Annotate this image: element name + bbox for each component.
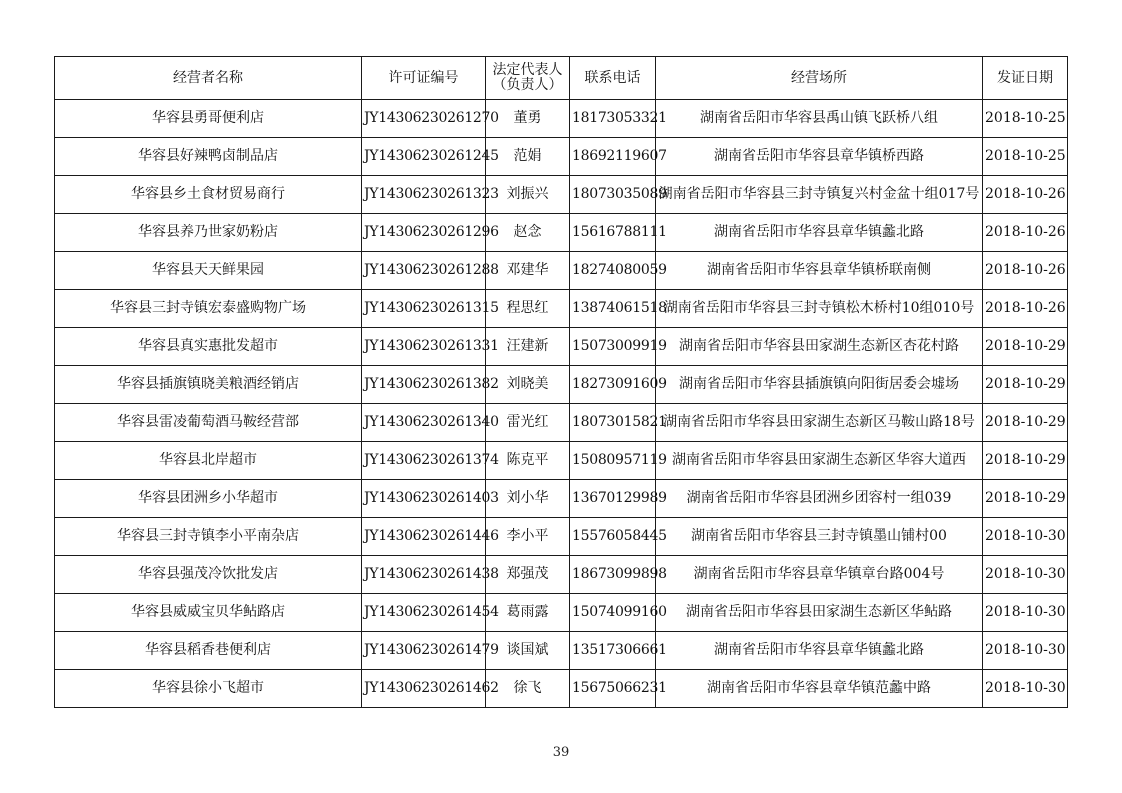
issue-date-cell: 2018-10-30 [983, 518, 1068, 556]
license-number-cell: JY14306230261315 [362, 290, 486, 328]
address-cell: 湖南省岳阳市华容县田家湖生态新区华容大道西 [656, 442, 983, 480]
license-number-cell: JY14306230261288 [362, 252, 486, 290]
table-row [55, 100, 1068, 138]
issue-date-cell: 2018-10-26 [983, 214, 1068, 252]
license-table [54, 56, 1068, 708]
license-number-cell: JY14306230261479 [362, 632, 486, 670]
phone-cell: 18274080059 [570, 252, 656, 290]
issue-date-cell: 2018-10-26 [983, 290, 1068, 328]
operator-name-cell: 华容县三封寺镇宏泰盛购物广场 [55, 290, 362, 328]
phone-cell: 18673099898 [570, 556, 656, 594]
page-number: 39 [552, 745, 570, 760]
license-number-cell: JY14306230261438 [362, 556, 486, 594]
address-cell: 湖南省岳阳市华容县章华镇桥联南侧 [656, 252, 983, 290]
phone-cell: 13874061518 [570, 290, 656, 328]
issue-date-cell: 2018-10-29 [983, 366, 1068, 404]
address-cell: 湖南省岳阳市华容县章华镇蠡北路 [656, 632, 983, 670]
license-number-cell: JY14306230261270 [362, 100, 486, 138]
issue-date-cell: 2018-10-29 [983, 328, 1068, 366]
operator-name-cell: 华容县北岸超市 [55, 442, 362, 480]
operator-name-cell: 华容县稻香巷便利店 [55, 632, 362, 670]
header-legal-representative [486, 57, 570, 100]
operator-name-cell: 华容县真实惠批发超市 [55, 328, 362, 366]
phone-cell: 15576058445 [570, 518, 656, 556]
issue-date-cell: 2018-10-26 [983, 176, 1068, 214]
table-row [55, 518, 1068, 556]
operator-name-cell: 华容县天天鲜果园 [55, 252, 362, 290]
table-row [55, 176, 1068, 214]
address-cell: 湖南省岳阳市华容县三封寺镇墨山铺村00 [656, 518, 983, 556]
representative-cell: 程思红 [486, 290, 570, 328]
license-number-cell: JY14306230261454 [362, 594, 486, 632]
phone-cell: 15616788111 [570, 214, 656, 252]
representative-cell: 雷光红 [486, 404, 570, 442]
representative-cell: 李小平 [486, 518, 570, 556]
license-number-cell: JY14306230261331 [362, 328, 486, 366]
issue-date-cell: 2018-10-29 [983, 480, 1068, 518]
table-row [55, 328, 1068, 366]
table-header-row [55, 57, 1068, 100]
table-row [55, 138, 1068, 176]
address-cell: 湖南省岳阳市华容县三封寺镇复兴村金盆十组017号 [656, 176, 983, 214]
operator-name-cell: 华容县强茂冷饮批发店 [55, 556, 362, 594]
header-issue-date: 发证日期 [983, 57, 1068, 100]
address-cell: 湖南省岳阳市华容县三封寺镇松木桥村10组010号 [656, 290, 983, 328]
table-row [55, 556, 1068, 594]
phone-cell: 15073009919 [570, 328, 656, 366]
table-row [55, 632, 1068, 670]
license-number-cell: JY14306230261245 [362, 138, 486, 176]
issue-date-cell: 2018-10-30 [983, 594, 1068, 632]
address-cell: 湖南省岳阳市华容县团洲乡团容村一组039 [656, 480, 983, 518]
representative-cell: 徐飞 [486, 670, 570, 708]
phone-cell: 18692119607 [570, 138, 656, 176]
representative-cell: 谈国斌 [486, 632, 570, 670]
operator-name-cell: 华容县雷凌葡萄酒马鞍经营部 [55, 404, 362, 442]
phone-cell: 18073035089 [570, 176, 656, 214]
table-row [55, 366, 1068, 404]
header-address: 经营场所 [656, 57, 983, 100]
representative-cell: 葛雨露 [486, 594, 570, 632]
license-number-cell: JY14306230261446 [362, 518, 486, 556]
license-number-cell: JY14306230261340 [362, 404, 486, 442]
table-row [55, 214, 1068, 252]
representative-cell: 刘晓美 [486, 366, 570, 404]
header-phone: 联系电话 [570, 57, 656, 100]
license-number-cell: JY14306230261296 [362, 214, 486, 252]
issue-date-cell: 2018-10-25 [983, 138, 1068, 176]
representative-cell: 邓建华 [486, 252, 570, 290]
phone-cell: 15080957119 [570, 442, 656, 480]
operator-name-cell: 华容县乡土食材贸易商行 [55, 176, 362, 214]
issue-date-cell: 2018-10-26 [983, 252, 1068, 290]
header-rep-line2: （负责人） [492, 77, 563, 93]
address-cell: 湖南省岳阳市华容县插旗镇向阳街居委会墟场 [656, 366, 983, 404]
address-cell: 湖南省岳阳市华容县禹山镇飞跃桥八组 [656, 100, 983, 138]
license-number-cell: JY14306230261374 [362, 442, 486, 480]
representative-cell: 刘小华 [486, 480, 570, 518]
operator-name-cell: 华容县养乃世家奶粉店 [55, 214, 362, 252]
operator-name-cell: 华容县好辣鸭卤制品店 [55, 138, 362, 176]
representative-cell: 董勇 [486, 100, 570, 138]
address-cell: 湖南省岳阳市华容县章华镇范蠡中路 [656, 670, 983, 708]
representative-cell: 范娟 [486, 138, 570, 176]
issue-date-cell: 2018-10-30 [983, 670, 1068, 708]
address-cell: 湖南省岳阳市华容县田家湖生态新区杏花村路 [656, 328, 983, 366]
address-cell: 湖南省岳阳市华容县章华镇章台路004号 [656, 556, 983, 594]
representative-cell: 陈克平 [486, 442, 570, 480]
address-cell: 湖南省岳阳市华容县章华镇桥西路 [656, 138, 983, 176]
table-row [55, 252, 1068, 290]
table-row [55, 670, 1068, 708]
representative-cell: 汪建新 [486, 328, 570, 366]
address-cell: 湖南省岳阳市华容县田家湖生态新区华鲇路 [656, 594, 983, 632]
issue-date-cell: 2018-10-29 [983, 404, 1068, 442]
operator-name-cell: 华容县徐小飞超市 [55, 670, 362, 708]
license-number-cell: JY14306230261403 [362, 480, 486, 518]
phone-cell: 15074099160 [570, 594, 656, 632]
representative-cell: 赵念 [486, 214, 570, 252]
phone-cell: 18173053321 [570, 100, 656, 138]
issue-date-cell: 2018-10-30 [983, 556, 1068, 594]
phone-cell: 15675066231 [570, 670, 656, 708]
address-cell: 湖南省岳阳市华容县章华镇蠡北路 [656, 214, 983, 252]
operator-name-cell: 华容县威威宝贝华鲇路店 [55, 594, 362, 632]
address-cell: 湖南省岳阳市华容县田家湖生态新区马鞍山路18号 [656, 404, 983, 442]
header-license-number: 许可证编号 [362, 57, 486, 100]
header-rep-line1: 法定代表人 [492, 62, 563, 78]
operator-name-cell: 华容县三封寺镇李小平南杂店 [55, 518, 362, 556]
table-row [55, 404, 1068, 442]
table-row [55, 442, 1068, 480]
operator-name-cell: 华容县插旗镇晓美粮酒经销店 [55, 366, 362, 404]
phone-cell: 13517306661 [570, 632, 656, 670]
table-row [55, 480, 1068, 518]
operator-name-cell: 华容县团洲乡小华超市 [55, 480, 362, 518]
phone-cell: 18073015821 [570, 404, 656, 442]
license-number-cell: JY14306230261462 [362, 670, 486, 708]
issue-date-cell: 2018-10-25 [983, 100, 1068, 138]
license-number-cell: JY14306230261323 [362, 176, 486, 214]
phone-cell: 18273091609 [570, 366, 656, 404]
representative-cell: 郑强茂 [486, 556, 570, 594]
table-body [55, 100, 1068, 708]
license-number-cell: JY14306230261382 [362, 366, 486, 404]
table-row [55, 594, 1068, 632]
table-row [55, 290, 1068, 328]
issue-date-cell: 2018-10-29 [983, 442, 1068, 480]
operator-name-cell: 华容县勇哥便利店 [55, 100, 362, 138]
header-operator-name: 经营者名称 [55, 57, 362, 100]
phone-cell: 13670129989 [570, 480, 656, 518]
issue-date-cell: 2018-10-30 [983, 632, 1068, 670]
representative-cell: 刘振兴 [486, 176, 570, 214]
